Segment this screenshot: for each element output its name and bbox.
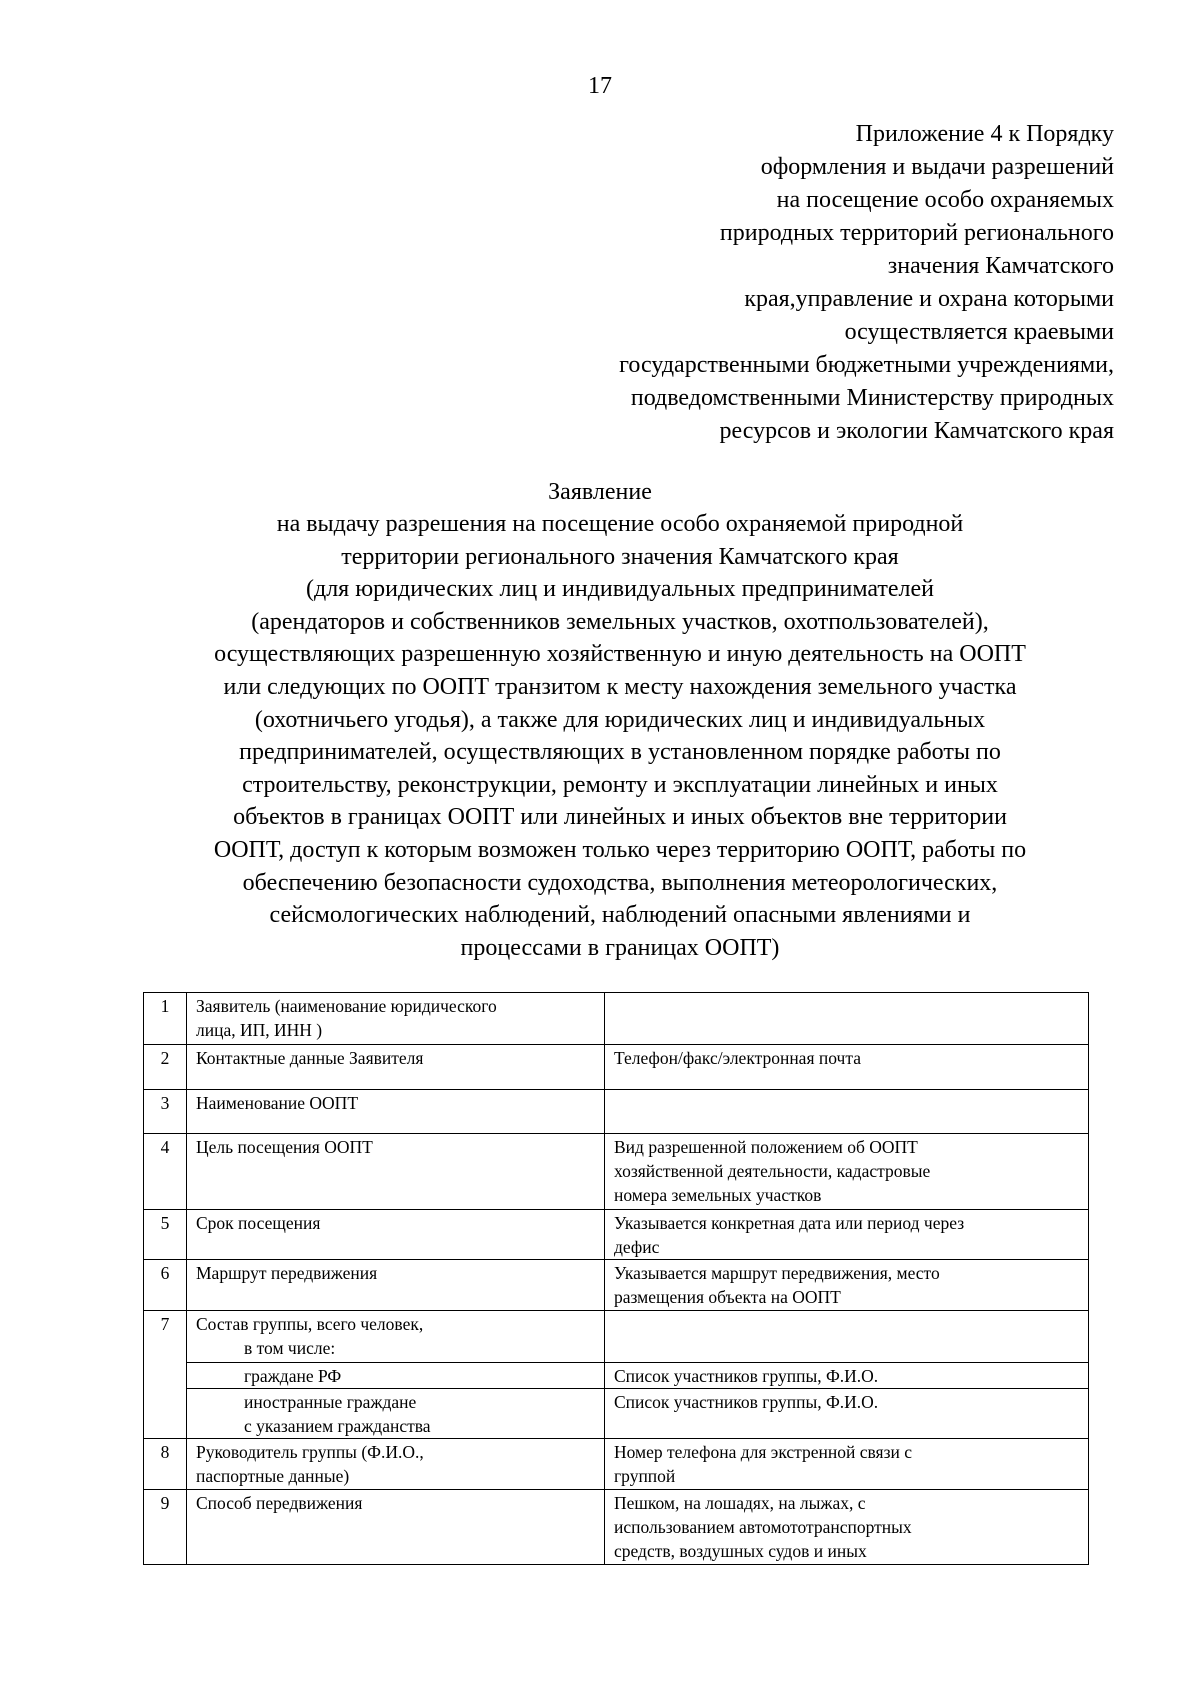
row-field-text: Заявитель (наименование юридического лица, ИП, ИНН )	[196, 996, 497, 1040]
row-field-text: Контактные данные Заявителя	[196, 1048, 424, 1068]
row-field	[187, 1389, 605, 1439]
appendix-line: ресурсов и экологии Камчатского края	[719, 418, 1114, 444]
table-row	[144, 1134, 1089, 1210]
row-field-text: Срок посещения	[196, 1213, 321, 1233]
row-number	[144, 1389, 187, 1439]
row-field-text: Способ передвижения	[196, 1493, 363, 1513]
row-value-text: Указывается конкретная дата или период через дефис	[614, 1213, 965, 1257]
row-field	[187, 1311, 605, 1363]
appendix-line: государственными бюджетными учреждениями,	[619, 352, 1114, 378]
table-row	[144, 1439, 1089, 1490]
row-value	[605, 1045, 1089, 1090]
table-row	[144, 1490, 1089, 1565]
table-row	[144, 993, 1089, 1045]
row-value-text: Список участников группы, Ф.И.О.	[614, 1392, 879, 1412]
row-field-text: Маршрут передвижения	[196, 1263, 378, 1283]
table-row	[144, 1363, 1089, 1389]
table-row	[144, 1311, 1089, 1363]
row-value-text: Вид разрешенной положением об ООПТ хозяйственной деятельности, кадастровые номера земельных участков	[614, 1137, 931, 1205]
statement-line: объектов в границах ООПТ или линейных и иных объектов вне территории	[233, 804, 1007, 831]
row-value	[605, 1363, 1089, 1389]
row-number: 2	[144, 1045, 187, 1090]
statement-line: обеспечению безопасности судоходства, выполнения метеорологических,	[242, 869, 998, 896]
row-value	[605, 1389, 1089, 1439]
row-field-text: Цель посещения ООПТ	[196, 1137, 373, 1157]
row-number: 5	[144, 1210, 187, 1260]
appendix-line: оформления и выдачи разрешений	[760, 154, 1114, 180]
row-field	[187, 1210, 605, 1260]
row-field	[187, 1090, 605, 1134]
statement-line: процессами в границах ООПТ)	[460, 934, 780, 961]
row-value	[605, 1311, 1089, 1363]
appendix-line: края,управление и охрана которыми	[744, 286, 1114, 312]
appendix-line: Приложение 4 к Порядку	[855, 121, 1114, 147]
row-value	[605, 1210, 1089, 1260]
appendix-header	[394, 118, 1114, 448]
statement-line: (охотничьего угодья), а также для юридических лиц и индивидуальных	[254, 706, 986, 733]
row-value	[605, 1490, 1089, 1565]
statement-line: осуществляющих разрешенную хозяйственную и иную деятельность на ООПТ	[214, 641, 1026, 668]
row-field	[187, 1260, 605, 1311]
row-field	[187, 1490, 605, 1565]
statement-line: или следующих по ООПТ транзитом к месту нахождения земельного участка	[223, 673, 1017, 700]
row-field	[187, 1363, 605, 1389]
row-field-text: граждане РФ	[244, 1366, 342, 1386]
row-field-text: Руководитель группы (Ф.И.О., паспортные данные)	[196, 1442, 424, 1486]
appendix-line: на посещение особо охраняемых	[776, 187, 1114, 213]
table-row	[144, 1389, 1089, 1439]
statement-line: территории регионального значения Камчатского края	[341, 543, 899, 570]
statement-line: (для юридических лиц и индивидуальных предпринимателей	[305, 576, 935, 603]
statement-title: Заявление	[548, 479, 652, 505]
row-value	[605, 1439, 1089, 1490]
row-value	[605, 1260, 1089, 1311]
table-row	[144, 1210, 1089, 1260]
row-field-subtext: в том числе:	[244, 1338, 336, 1358]
row-number: 1	[144, 993, 187, 1045]
row-number	[144, 1363, 187, 1389]
table-row	[144, 1090, 1089, 1134]
row-number: 3	[144, 1090, 187, 1134]
statement-line: предпринимателей, осуществляющих в установленном порядке работы по	[239, 739, 1001, 766]
row-field-text: Наименование ООПТ	[196, 1093, 359, 1113]
statement-line: сейсмологических наблюдений, наблюдений опасными явлениями и	[269, 902, 971, 929]
appendix-line: природных территорий регионального	[719, 220, 1114, 246]
row-field-text: иностранные граждане с указанием гражданства	[244, 1392, 431, 1436]
row-field	[187, 993, 605, 1045]
appendix-line: подведомственными Министерству природных	[630, 385, 1114, 411]
row-number: 9	[144, 1490, 187, 1565]
statement-description	[100, 508, 1140, 964]
appendix-line: значения Камчатского	[887, 253, 1114, 279]
row-value-text: Пешком, на лошадях, на лыжах, с использованием автомототранспортных средств, воздушных судов и иных	[614, 1493, 912, 1561]
row-field	[187, 1134, 605, 1210]
page-number: 17	[588, 73, 612, 99]
application-form-table	[143, 992, 1089, 1565]
statement-line: ООПТ, доступ к которым возможен только через территорию ООПТ, работы по	[213, 836, 1027, 863]
statement-line: строительству, реконструкции, ремонту и эксплуатации линейных и иных	[242, 771, 998, 798]
row-value	[605, 993, 1089, 1045]
row-field	[187, 1439, 605, 1490]
row-value-text: Номер телефона для экстренной связи с группой	[614, 1442, 913, 1486]
appendix-line: осуществляется краевыми	[844, 319, 1114, 345]
table-row	[144, 1045, 1089, 1090]
row-value	[605, 1090, 1089, 1134]
statement-line: (арендаторов и собственников земельных участков, охотпользователей),	[251, 608, 989, 635]
row-value-text: Список участников группы, Ф.И.О.	[614, 1366, 879, 1386]
row-number: 7	[144, 1311, 187, 1363]
statement-line: на выдачу разрешения на посещение особо охраняемой природной	[276, 511, 964, 537]
row-number: 6	[144, 1260, 187, 1311]
row-number: 8	[144, 1439, 187, 1490]
row-value-text: Указывается маршрут передвижения, место размещения объекта на ООПТ	[614, 1263, 940, 1307]
row-value-text: Телефон/факс/электронная почта	[614, 1048, 861, 1068]
table-row	[144, 1260, 1089, 1311]
row-field-text: Состав группы, всего человек,	[196, 1314, 424, 1334]
row-number: 4	[144, 1134, 187, 1210]
row-field	[187, 1045, 605, 1090]
row-value	[605, 1134, 1089, 1210]
